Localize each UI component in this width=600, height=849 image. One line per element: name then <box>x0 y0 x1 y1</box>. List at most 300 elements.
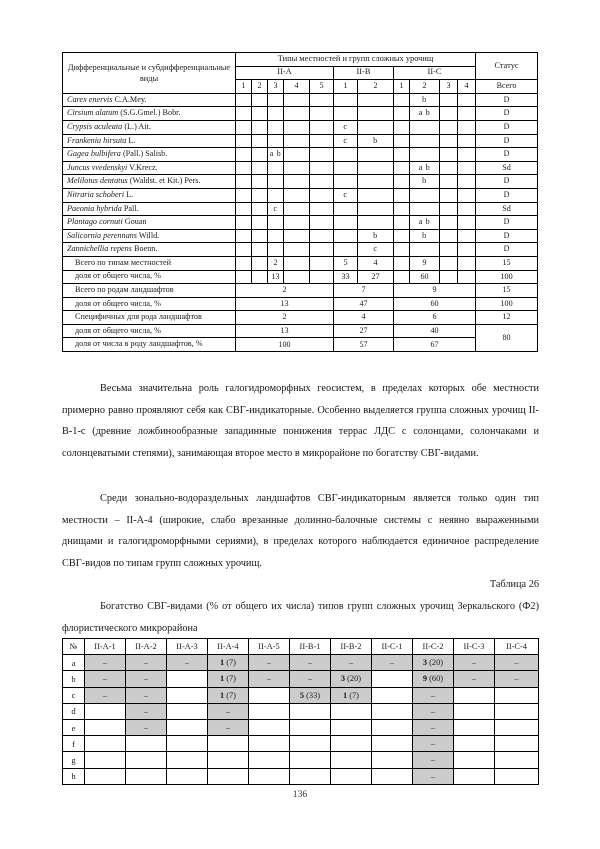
table2-value-cell <box>413 703 454 719</box>
table2-value-percent: – <box>143 690 149 700</box>
table2-value-count: 5 <box>299 690 305 700</box>
table1-summary-pergroup-row <box>63 311 538 325</box>
table2-value-cell <box>372 719 413 735</box>
table2-value-cell <box>454 719 495 735</box>
table2-value-percent: – <box>266 674 272 684</box>
summary-group-IIC: 60 <box>394 297 476 311</box>
table-richness-by-group <box>62 638 538 785</box>
table2-header-II-A-4: II-A-4 <box>208 639 249 655</box>
species-mark-cell <box>440 188 458 202</box>
species-mark-cell <box>252 120 268 134</box>
summary-total: 15 <box>476 256 538 270</box>
summary-group-IIB: 47 <box>334 297 394 311</box>
species-mark-cell <box>236 148 252 162</box>
header-col-II-A-1: 1 <box>236 80 252 94</box>
species-author: (S.G.Gmel.) Bobr. <box>118 108 181 118</box>
species-status: D <box>476 188 538 202</box>
species-author: C.A.Mey. <box>112 94 147 104</box>
species-mark-cell: b <box>410 175 440 189</box>
species-author: V.Krecz. <box>127 162 158 172</box>
table2-value-percent: – <box>143 723 149 733</box>
table2-value-percent: – <box>307 658 313 668</box>
table2-row <box>63 719 539 735</box>
species-mark-cell <box>358 202 394 216</box>
species-mark-cell <box>394 161 410 175</box>
table2-value-percent: – <box>430 723 436 733</box>
table1-species-row <box>63 202 538 216</box>
summary-group-IIA: 13 <box>236 297 334 311</box>
header-col-II-C-4: 4 <box>458 80 476 94</box>
summary-value-cell: 9 <box>410 256 440 270</box>
species-latin: Nitraria schoberi <box>67 189 125 199</box>
header-col-II-A-5: 5 <box>310 80 334 94</box>
table1-summary-pergroup-row <box>63 284 538 298</box>
header-col-II-C-2: 2 <box>410 80 440 94</box>
species-mark-cell <box>440 202 458 216</box>
table1-species-row <box>63 120 538 134</box>
table2-header-II-A-5: II-A-5 <box>249 639 290 655</box>
summary-total: 100 <box>476 270 538 284</box>
species-mark-cell <box>268 229 284 243</box>
table2-value-cell <box>331 671 372 687</box>
table2-value-cell <box>454 687 495 703</box>
species-name <box>63 188 236 202</box>
species-mark-cell <box>268 134 284 148</box>
table2-value-percent: (20) <box>429 658 444 668</box>
species-author: Gouan <box>122 217 147 227</box>
species-mark-cell <box>458 229 476 243</box>
table2-value-cell <box>290 736 331 752</box>
species-mark-cell <box>284 148 310 162</box>
table2-value-percent: (7) <box>226 658 236 668</box>
species-name <box>63 134 236 148</box>
species-latin: Crypsis aculeata <box>67 121 123 131</box>
species-mark-cell: b <box>410 93 440 107</box>
table2-value-cell <box>208 719 249 735</box>
table2-value-percent: (7) <box>226 674 236 684</box>
table2-value-cell <box>290 671 331 687</box>
table2-value-cell <box>167 736 208 752</box>
table2-value-cell <box>167 752 208 768</box>
summary-value-cell <box>252 256 268 270</box>
table2-value-cell <box>290 687 331 703</box>
summary-value-cell <box>310 270 334 284</box>
species-name <box>63 229 236 243</box>
species-mark-cell <box>252 175 268 189</box>
species-mark-cell <box>236 107 252 121</box>
table2-value-count: 1 <box>220 674 225 684</box>
table2-value-percent: – <box>225 706 231 716</box>
table2-value-percent: – <box>471 658 477 668</box>
summary-total: 100 <box>476 297 538 311</box>
species-mark-cell: b <box>358 229 394 243</box>
species-mark-cell <box>268 188 284 202</box>
table2-value-cell <box>495 752 539 768</box>
table2-value-cell <box>85 736 126 752</box>
species-mark-cell <box>236 188 252 202</box>
summary-value-cell: 13 <box>268 270 284 284</box>
table2-value-cell <box>495 687 539 703</box>
table2-value-percent: – <box>430 755 436 765</box>
summary-value-cell <box>310 256 334 270</box>
species-name <box>63 175 236 189</box>
species-mark-cell <box>358 107 394 121</box>
species-status: D <box>476 216 538 230</box>
summary-value-cell <box>394 270 410 284</box>
species-mark-cell: a b <box>410 161 440 175</box>
species-mark-cell <box>334 216 358 230</box>
species-mark-cell <box>252 134 268 148</box>
table2-value-cell <box>167 687 208 703</box>
species-latin: Carex enervis <box>67 94 113 104</box>
table1 <box>62 52 538 352</box>
table2-value-cell <box>454 768 495 784</box>
table1-species-row <box>63 243 538 257</box>
summary-label: Всего по родам ландшафтов <box>63 284 236 298</box>
species-author: (Waldst. et Kit.) Pers. <box>127 176 201 186</box>
table2-value-percent: (7) <box>349 690 359 700</box>
species-mark-cell <box>268 175 284 189</box>
species-latin: Plantago cornuti <box>67 217 123 227</box>
table1-header-row-1 <box>63 53 538 67</box>
species-mark-cell <box>358 175 394 189</box>
table2-value-percent: – <box>514 658 519 668</box>
table1-species-row <box>63 148 538 162</box>
table2-value-count: 1 <box>343 690 348 700</box>
table2-value-cell <box>372 655 413 671</box>
species-latin: Melilotus dentatus <box>67 176 128 186</box>
table2-value-cell <box>413 768 454 784</box>
summary-value-cell <box>394 256 410 270</box>
species-name <box>63 120 236 134</box>
summary-value-cell <box>284 256 310 270</box>
species-name <box>63 161 236 175</box>
species-mark-cell <box>440 229 458 243</box>
table2-row-key: b <box>63 671 85 687</box>
summary-value-cell <box>458 256 476 270</box>
table2-value-cell <box>290 768 331 784</box>
summary-group-IIC: 9 <box>394 284 476 298</box>
table2-row <box>63 768 539 784</box>
species-mark-cell <box>284 120 310 134</box>
species-status: D <box>476 229 538 243</box>
table2-value-percent: – <box>143 706 149 716</box>
species-author: Pall. <box>121 203 139 213</box>
species-mark-cell <box>236 93 252 107</box>
table2-value-cell <box>208 687 249 703</box>
species-author: L. <box>124 189 134 199</box>
table2-value-percent: – <box>143 658 149 668</box>
species-mark-cell <box>440 134 458 148</box>
table2-value-cell <box>126 703 167 719</box>
table2-value-cell <box>454 655 495 671</box>
table2-value-cell <box>331 736 372 752</box>
table2-value-cell <box>372 687 413 703</box>
species-mark-cell <box>252 202 268 216</box>
species-mark-cell <box>358 161 394 175</box>
species-mark-cell <box>458 243 476 257</box>
table2-value-cell <box>413 671 454 687</box>
species-mark-cell <box>236 243 252 257</box>
table1-summary-percol-row <box>63 270 538 284</box>
table2-value-cell <box>208 703 249 719</box>
summary-value-cell: 27 <box>358 270 394 284</box>
table2-value-cell <box>495 655 539 671</box>
summary-value-cell: 2 <box>268 256 284 270</box>
header-diff-species: Дифференциальные и субдифференциальные виды <box>63 53 236 94</box>
table2-value-cell <box>495 703 539 719</box>
table2-value-percent: – <box>389 658 395 668</box>
species-mark-cell <box>284 202 310 216</box>
species-mark-cell <box>440 161 458 175</box>
species-mark-cell <box>310 148 334 162</box>
summary-label: Всего по типам местностей <box>63 256 236 270</box>
species-mark-cell <box>310 107 334 121</box>
species-mark-cell <box>394 107 410 121</box>
table2-row-key: g <box>63 752 85 768</box>
species-mark-cell <box>310 216 334 230</box>
species-mark-cell <box>440 175 458 189</box>
table2-value-cell <box>208 655 249 671</box>
species-mark-cell <box>310 161 334 175</box>
table2-row <box>63 671 539 687</box>
species-mark-cell <box>334 107 358 121</box>
table2-value-cell <box>495 768 539 784</box>
table2-value-cell <box>331 719 372 735</box>
table2-row <box>63 752 539 768</box>
header-col-II-C-1: 1 <box>394 80 410 94</box>
species-mark-cell <box>236 120 252 134</box>
table2-value-cell <box>454 736 495 752</box>
table2-value-cell <box>331 687 372 703</box>
species-mark-cell <box>334 161 358 175</box>
table2-header-II-A-1: II-A-1 <box>85 639 126 655</box>
species-mark-cell <box>458 120 476 134</box>
table2-value-cell <box>372 736 413 752</box>
species-status: D <box>476 93 538 107</box>
table2-value-cell <box>126 719 167 735</box>
table2-value-cell <box>208 752 249 768</box>
species-mark-cell <box>358 188 394 202</box>
species-mark-cell: b <box>410 229 440 243</box>
table2-value-cell <box>331 655 372 671</box>
species-status: D <box>476 134 538 148</box>
table1-species-row <box>63 175 538 189</box>
species-mark-cell <box>458 134 476 148</box>
table-caption: Богатство СВГ-видами (% от общего их числа) типов групп сложных урочищ Зеркальского (Ф2) флористического микрорайона <box>62 601 539 634</box>
species-mark-cell <box>440 216 458 230</box>
species-mark-cell <box>410 148 440 162</box>
table2-value-cell <box>85 703 126 719</box>
species-mark-cell <box>394 188 410 202</box>
species-mark-cell <box>458 148 476 162</box>
species-mark-cell <box>252 216 268 230</box>
species-mark-cell <box>284 175 310 189</box>
species-mark-cell <box>358 120 394 134</box>
table2-value-cell <box>126 687 167 703</box>
table2-value-count: 9 <box>422 674 428 684</box>
table2-value-cell <box>331 752 372 768</box>
species-latin: Cirsium alatum <box>67 108 119 118</box>
species-mark-cell <box>358 216 394 230</box>
table2-value-percent: (33) <box>306 690 321 700</box>
table2-value-cell <box>126 736 167 752</box>
table2-header-II-B-2: II-B-2 <box>331 639 372 655</box>
table2-row-key: f <box>63 736 85 752</box>
species-mark-cell <box>394 216 410 230</box>
species-mark-cell <box>310 93 334 107</box>
table2-value-cell <box>372 752 413 768</box>
species-mark-cell <box>268 93 284 107</box>
table2-value-cell <box>290 655 331 671</box>
species-mark-cell <box>334 148 358 162</box>
species-mark-cell <box>284 243 310 257</box>
species-mark-cell <box>394 243 410 257</box>
summary-value-cell <box>458 270 476 284</box>
species-mark-cell <box>236 161 252 175</box>
species-author: (Pall.) Salisb. <box>120 149 168 159</box>
summary-total: 15 <box>476 284 538 298</box>
species-mark-cell <box>252 229 268 243</box>
table-number-label: Таблица 26 <box>489 579 539 590</box>
summary-group-IIC: 6 <box>394 311 476 325</box>
summary-group-IIC: 67 <box>394 338 476 352</box>
species-mark-cell <box>310 202 334 216</box>
table2-value-cell <box>454 671 495 687</box>
species-mark-cell <box>310 243 334 257</box>
table2-value-percent: – <box>514 674 519 684</box>
summary-value-cell <box>440 256 458 270</box>
species-mark-cell <box>440 243 458 257</box>
species-mark-cell <box>268 107 284 121</box>
species-author: (L.) Ait. <box>122 121 151 131</box>
table2-value-cell <box>126 752 167 768</box>
table2-header-II-C-3: II-C-3 <box>454 639 495 655</box>
table2-value-percent: – <box>102 658 108 668</box>
table2-value-cell <box>454 703 495 719</box>
species-mark-cell <box>252 93 268 107</box>
table2-header-II-A-2: II-A-2 <box>126 639 167 655</box>
species-mark-cell <box>284 161 310 175</box>
species-mark-cell <box>410 188 440 202</box>
table2-row <box>63 687 539 703</box>
species-mark-cell: c <box>268 202 284 216</box>
species-mark-cell <box>394 120 410 134</box>
table2-value-cell <box>167 719 208 735</box>
header-col-II-B-1: 1 <box>334 80 358 94</box>
summary-value-cell <box>440 270 458 284</box>
summary-total: 80 <box>476 324 538 351</box>
table1-species-row <box>63 161 538 175</box>
species-mark-cell: b <box>358 134 394 148</box>
table2-value-percent: (60) <box>429 674 444 684</box>
species-mark-cell <box>236 229 252 243</box>
summary-group-IIA: 2 <box>236 311 334 325</box>
summary-value-cell: 5 <box>334 256 358 270</box>
table2-value-percent: – <box>471 674 477 684</box>
species-mark-cell <box>410 243 440 257</box>
summary-label: Специфичных для рода ландшафтов <box>63 311 236 325</box>
species-mark-cell <box>236 175 252 189</box>
table2-value-cell <box>249 719 290 735</box>
species-mark-cell <box>394 175 410 189</box>
table2-value-cell <box>495 719 539 735</box>
table2-value-cell <box>208 671 249 687</box>
summary-group-IIA: 2 <box>236 284 334 298</box>
species-mark-cell <box>394 93 410 107</box>
species-mark-cell <box>252 161 268 175</box>
table2-value-cell <box>331 768 372 784</box>
species-mark-cell <box>440 120 458 134</box>
species-author: Willd. <box>136 230 160 240</box>
species-mark-cell <box>394 202 410 216</box>
species-latin: Zannichellia repens <box>67 244 132 254</box>
summary-value-cell: 4 <box>358 256 394 270</box>
species-mark-cell <box>410 134 440 148</box>
species-mark-cell <box>252 243 268 257</box>
header-group-II-A: II-A <box>236 66 334 80</box>
table2-value-cell <box>85 752 126 768</box>
summary-total: 12 <box>476 311 538 325</box>
table2-value-cell <box>249 752 290 768</box>
species-author: Boenn. <box>131 244 158 254</box>
table1-species-row <box>63 134 538 148</box>
species-latin: Juncus vvedenskyi <box>67 162 128 172</box>
species-mark-cell <box>410 202 440 216</box>
table1-species-row <box>63 229 538 243</box>
species-mark-cell <box>394 134 410 148</box>
species-mark-cell <box>334 229 358 243</box>
summary-label: доля от общего числа, % <box>63 270 236 284</box>
species-mark-cell <box>310 229 334 243</box>
summary-group-IIC: 40 <box>394 324 476 338</box>
summary-label: доля от общего числа, % <box>63 324 236 338</box>
summary-label: доля от числа в роду ландшафтов, % <box>63 338 236 352</box>
species-mark-cell <box>268 120 284 134</box>
table1-summary-pergroup-row <box>63 297 538 311</box>
species-name <box>63 107 236 121</box>
species-status: D <box>476 120 538 134</box>
species-mark-cell <box>394 148 410 162</box>
summary-group-IIB: 57 <box>334 338 394 352</box>
species-mark-cell <box>458 175 476 189</box>
table2-value-percent: – <box>430 690 436 700</box>
species-mark-cell: c <box>334 134 358 148</box>
table2-value-cell <box>413 736 454 752</box>
table2-value-cell <box>167 768 208 784</box>
table2-value-percent: – <box>430 706 436 716</box>
table1-species-row <box>63 107 538 121</box>
table2-value-percent: – <box>184 658 190 668</box>
species-mark-cell <box>440 107 458 121</box>
species-latin: Frankenia hirsuta <box>67 135 127 145</box>
header-group-II-C: II-C <box>394 66 476 80</box>
species-mark-cell <box>458 161 476 175</box>
table2-value-count: 3 <box>340 674 346 684</box>
table2-value-cell <box>413 719 454 735</box>
species-mark-cell <box>284 229 310 243</box>
table2-header-II-B-1: II-B-1 <box>290 639 331 655</box>
table2-value-cell <box>249 687 290 703</box>
species-mark-cell <box>358 93 394 107</box>
species-mark-cell <box>334 202 358 216</box>
summary-value-cell: 60 <box>410 270 440 284</box>
species-mark-cell <box>458 202 476 216</box>
header-col-II-A-2: 2 <box>252 80 268 94</box>
species-mark-cell <box>268 216 284 230</box>
table2-header-row <box>63 639 539 655</box>
summary-value-cell: 33 <box>334 270 358 284</box>
